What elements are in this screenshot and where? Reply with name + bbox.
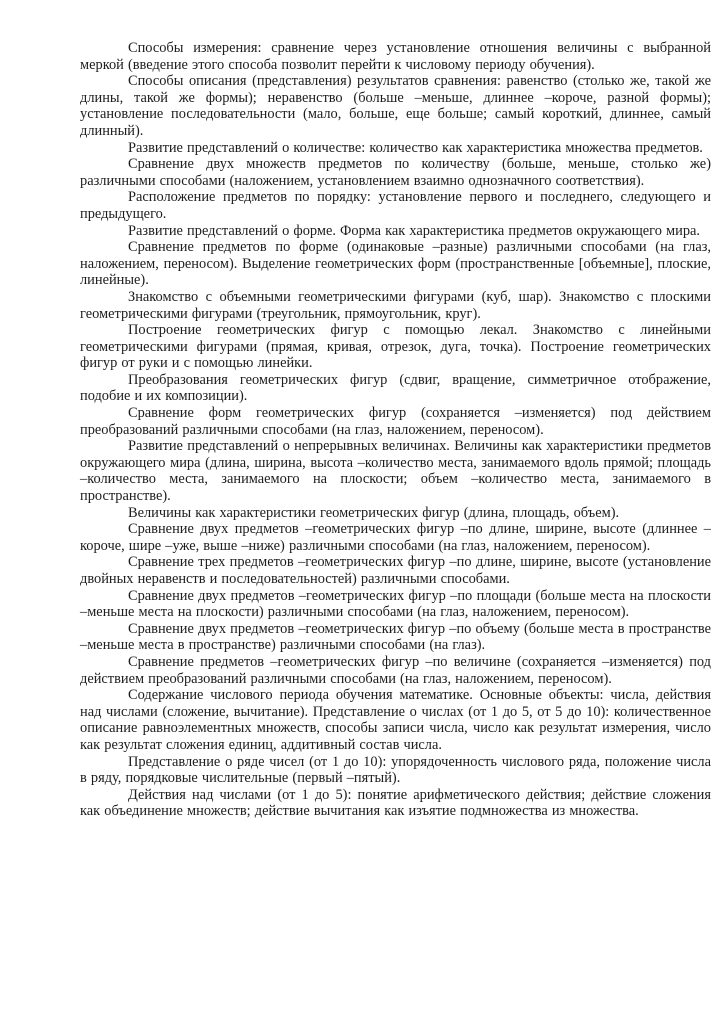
paragraph: Сравнение предметов по форме (одинаковые –разные) различными способами (на глаз, наложением, переносом). Выделение геометрических форм (пространственные [объемные], плоские, линейные). xyxy=(80,239,711,289)
paragraph: Сравнение предметов –геометрических фигур –по величине (сохраняется –изменяется) под действием преобразований различными способами (на глаз, наложением, переносом). xyxy=(80,653,711,687)
paragraph: Развитие представлений о непрерывных величинах. Величины как характеристики предметов окружающего мира (длина, ширина, высота –количество места, занимаемого вдоль прямой; площадь –количество места, занимаемого на плоскости; объем –количество места, занимаемого в пространстве). xyxy=(80,438,711,505)
paragraph: Сравнение двух множеств предметов по количеству (больше, меньше, столько же) различными способами (наложением, установлением взаимно однозначного соответствия). xyxy=(80,156,711,189)
paragraph: Представление о ряде чисел (от 1 до 10): упорядоченность числового ряда, положение числа в ряду, порядковые числительные (первый –пятый). xyxy=(80,753,711,787)
paragraph: Сравнение двух предметов –геометрических фигур –по длине, ширине, высоте (длиннее –короче, шире –уже, выше –ниже) различными способами (на глаз, наложением, переносом). xyxy=(80,521,711,554)
text-block xyxy=(80,40,711,820)
paragraph: Построение геометрических фигур с помощью лекал. Знакомство с линейными геометрическими фигурами (прямая, кривая, отрезок, дуга, точка). Построение геометрических фигур от руки и с помощью линейки. xyxy=(80,322,711,372)
paragraph: Сравнение двух предметов –геометрических фигур –по объему (больше места в пространстве –меньше места в пространстве) различными способами (на глаз). xyxy=(80,620,711,654)
paragraph: Величины как характеристики геометрических фигур (длина, площадь, объем). xyxy=(128,504,620,521)
paragraph: Развитие представлений о количестве: количество как характеристика множества предметов. xyxy=(128,139,703,156)
paragraph: Способы описания (представления) результатов сравнения: равенство (столько же, такой же длины, такой же формы); неравенство (больше –меньше, длиннее –короче, разной формы); установление последовательности (мало, больше, еще больше; самый короткий, длиннее, самый длинный). xyxy=(80,73,711,139)
paragraph: Расположение предметов по порядку: установление первого и последнего, следующего и предыдущего. xyxy=(80,189,711,222)
paragraph: Сравнение двух предметов –геометрических фигур –по площади (больше места на плоскости –меньше места на плоскости) различными способами (на глаз, наложением, переносом). xyxy=(80,587,711,621)
paragraph: Знакомство с объемными геометрическими фигурами (куб, шар). Знакомство с плоскими геометрическими фигурами (треугольник, прямоугольник, круг). xyxy=(80,288,711,322)
paragraph: Действия над числами (от 1 до 5): понятие арифметического действия; действие сложения как объединение множеств; действие вычитания как изъятие подмножества из множества. xyxy=(80,786,711,820)
paragraph: Сравнение форм геометрических фигур (сохраняется –изменяется) под действием преобразований различными способами (на глаз, наложением, переносом). xyxy=(80,405,711,438)
paragraph: Содержание числового периода обучения математике. Основные объекты: числа, действия над числами (сложение, вычитание). Представление о числах (от 1 до 5, от 5 до 10): количественное описание равноэлементных множеств, способы записи числа, число как результат измерения, число как результат сложения единиц, аддитивный состав числа. xyxy=(80,687,711,753)
paragraph: Способы измерения: сравнение через установление отношения величины с выбранной меркой (введение этого способа позволит перейти к числовому периоду обучения). xyxy=(80,40,711,73)
paragraph: Преобразования геометрических фигур (сдвиг, вращение, симметричное отображение, подобие и их композиции). xyxy=(80,371,711,405)
paragraph: Сравнение трех предметов –геометрических фигур –по длине, ширине, высоте (установление двойных неравенств и последовательностей) различными способами. xyxy=(80,554,711,587)
paragraph: Развитие представлений о форме. Форма как характеристика предметов окружающего мира. xyxy=(128,222,700,239)
